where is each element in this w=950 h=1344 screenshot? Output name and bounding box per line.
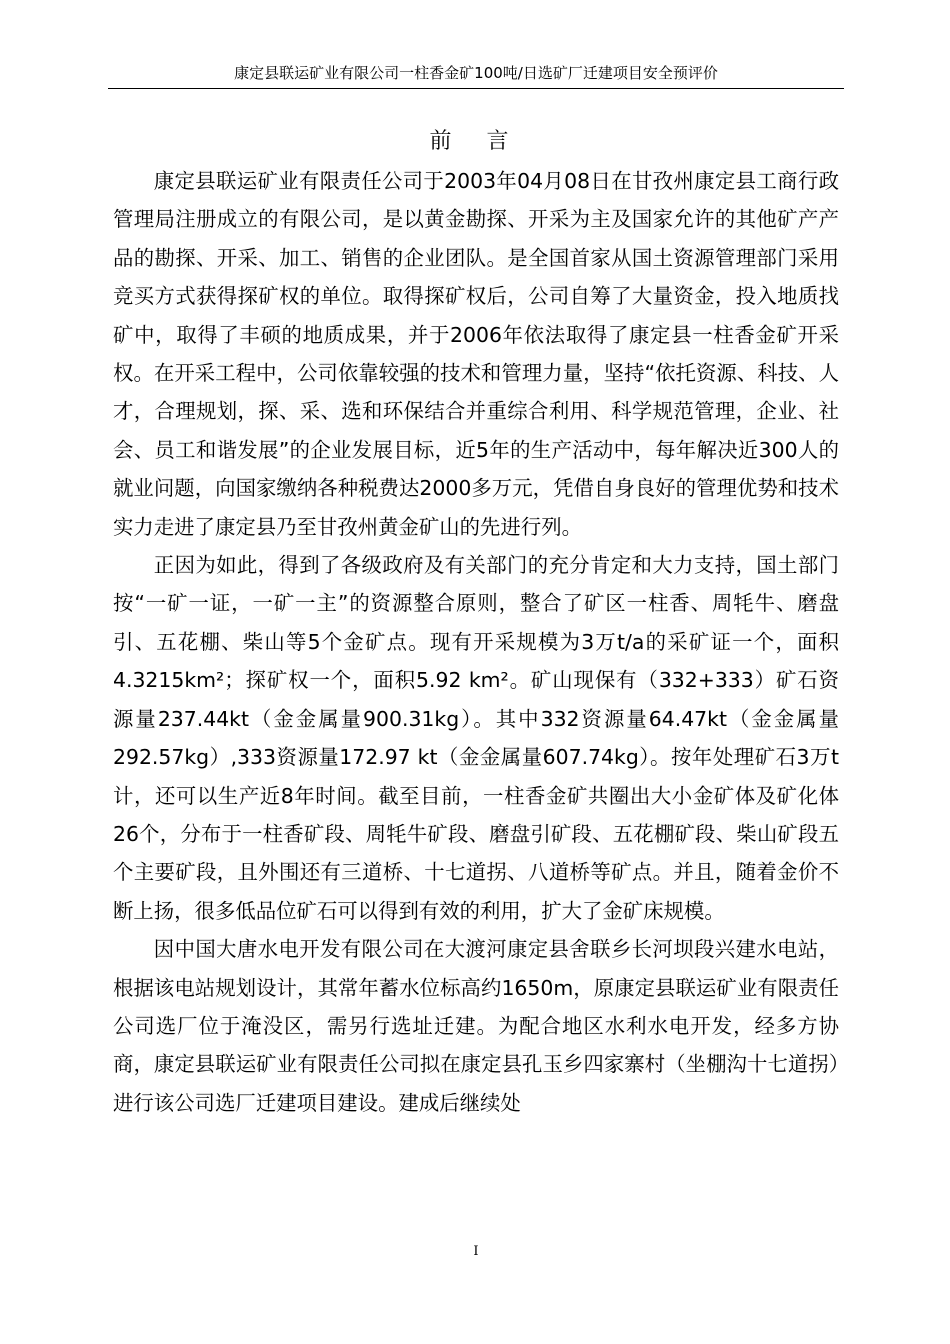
paragraph-3: 因中国大唐水电开发有限公司在大渡河康定县舍联乡长河坝段兴建水电站，根据该电站规划设计，其常年蓄水位标高约1650m，原康定县联运矿业有限责任公司选厂位于淹没区，需另行选址迁建。为配合地区水利水电开发，经多方协商，康定县联运矿业有限责任公司拟在康定县孔玉乡四家寨村（坐棚沟十七道拐）进行该公司选厂迁建项目建设。建成后继续处	[113, 937, 839, 1115]
paragraph-2: 正因为如此，得到了各级政府及有关部门的充分肯定和大力支持，国土部门按“一矿一证，一矿一主”的资源整合原则，整合了矿区一柱香、周牦牛、磨盘引、五花棚、柴山等5个金矿点。现有开采规模为3万t/a的采矿证一个，面积4.3215km²；探矿权一个，面积5.92 km²。矿山现保有（332+333）矿石资源量237.44kt（金金属量900.31kg）。其中332资源量64.47kt（金金属量292.57kg）,333资源量172.97 kt（金金属量607.74kg）。按年处理矿石3万t计，还可以生产近8年时间。截至目前，一柱香金矿共圈出大小金矿体及矿化体26个，分布于一柱香矿段、周牦牛矿段、磨盘引矿段、五花棚矿段、柴山矿段五个主要矿段，且外围还有三道桥、十七道拐、八道桥等矿点。并且，随着金价不断上扬，很多低品位矿石可以得到有效的利用，扩大了金矿床规模。	[113, 553, 839, 923]
page-header: 康定县联运矿业有限公司一柱香金矿100吨/日选矿厂迁建项目安全预评价	[108, 58, 844, 89]
paragraph-1: 康定县联运矿业有限责任公司于2003年04月08日在甘孜州康定县工商行政管理局注册成立的有限公司，是以黄金勘探、开采为主及国家允许的其他矿产产品的勘探、开采、加工、销售的企业团队。是全国首家从国土资源管理部门采用竞买方式获得探矿权的单位。取得探矿权后，公司自筹了大量资金，投入地质找矿中，取得了丰硕的地质成果，并于2006年依法取得了康定县一柱香金矿开采权。在开采工程中，公司依靠较强的技术和管理力量，坚持“依托资源、科技、人才，合理规划，探、采、选和环保结合并重综合利用、科学规范管理，企业、社会、员工和谐发展”的企业发展目标，近5年的生产活动中，每年解决近300人的就业问题，向国家缴纳各种税费达2000多万元，凭借自身良好的管理优势和技术实力走进了康定县乃至甘孜州黄金矿山的先进行列。	[113, 169, 839, 539]
document-body	[113, 162, 839, 1122]
section-title: 前 言	[429, 129, 523, 154]
page-number: I	[473, 1244, 479, 1259]
